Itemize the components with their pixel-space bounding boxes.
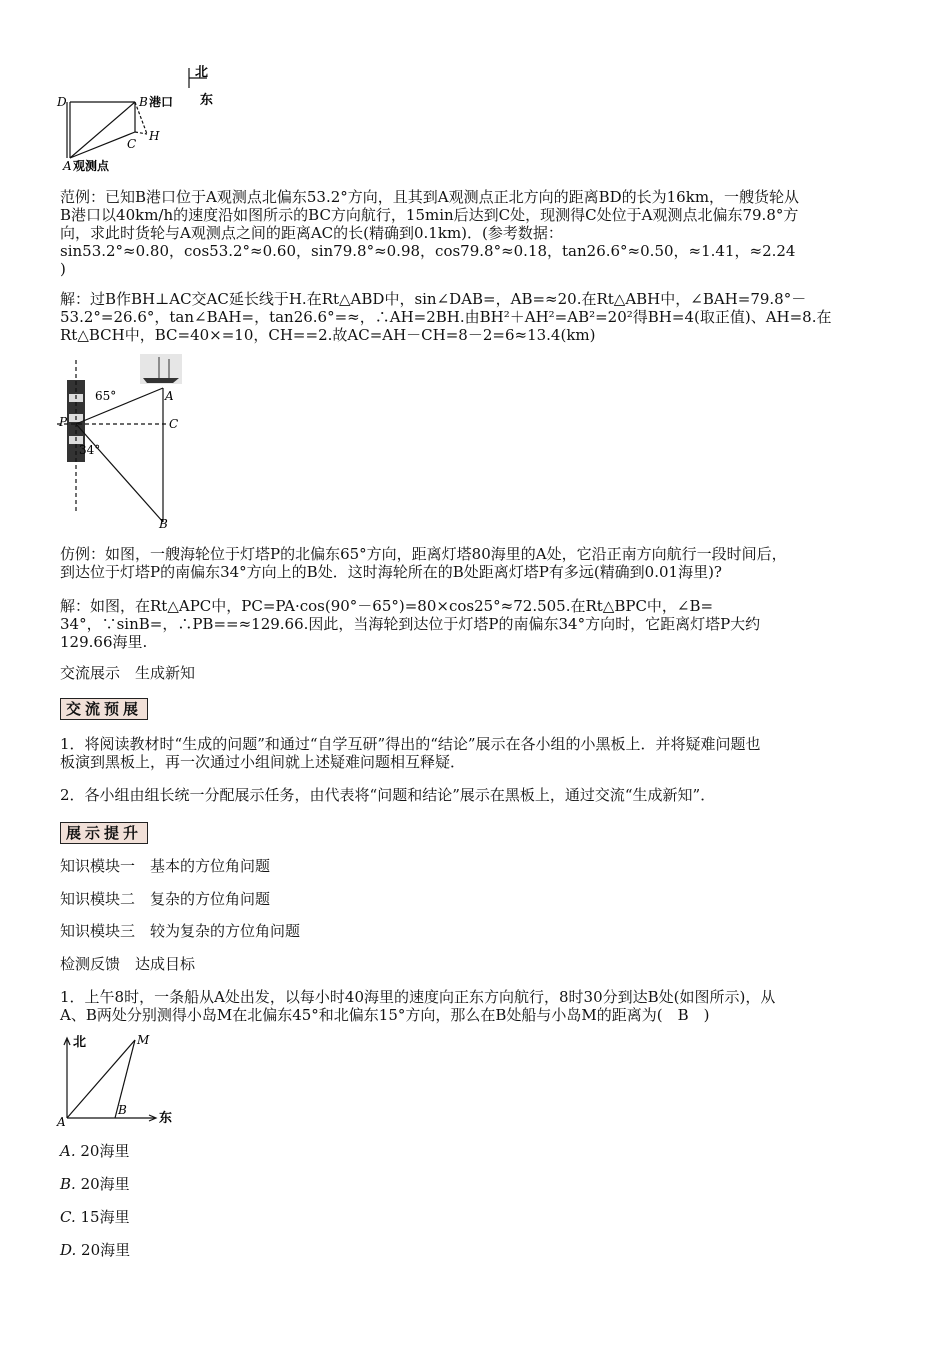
item1-line-1: 1．将阅读教材时“生成的问题”和通过“自学互研”得出的“结论”展示在各小组的小黑板上．并将疑难问题也	[60, 735, 761, 753]
fig3-label-b: B	[118, 1103, 127, 1117]
module-1: 知识模块一 基本的方位角问题	[60, 857, 271, 875]
figure-island-diagram	[55, 1030, 185, 1130]
section-check-heading: 检测反馈 达成目标	[60, 955, 196, 973]
solution2-line-1: 解：如图，在Rt△APC中，PC=PA·cos(90°－65°)=80×cos25°≈72.505.在Rt△BPC中，∠B=	[60, 597, 714, 615]
solution2-line-2: 34°，∵sinB=，∴PB==≈129.66.因此，当海轮到达位于灯塔P的南偏东34°方向时，它距离灯塔P大约	[60, 615, 761, 633]
question1-line-1: 1．上午8时，一条船从A处出发，以每小时40海里的速度向正东方向航行，8时30分到达B处(如图所示)，从	[60, 988, 776, 1006]
solution1-line-3: Rt△BCH中，BC=40×=10，CH==2.故AC=AH－CH=8－2=6≈13.4(km)	[60, 326, 596, 344]
fig1-east-label: 东	[200, 93, 214, 108]
fig1-observe-label: 观测点	[73, 159, 110, 173]
example-line-4: sin53.2°≈0.80，cos53.2°≈0.60，sin79.8°≈0.98，cos79.8°≈0.18，tan26.6°≈0.50，≈1.41，≈2.24	[60, 242, 796, 260]
figure-lighthouse-diagram	[55, 352, 195, 537]
option-c-letter: C.	[60, 1208, 76, 1226]
item2: 2．各小组由组长统一分配展示任务，由代表将“问题和结论”展示在黑板上，通过交流“生成新知”．	[60, 786, 716, 804]
example-line-5: )	[60, 260, 66, 278]
module-2: 知识模块二 复杂的方位角问题	[60, 890, 271, 908]
fig1-label-a: A	[63, 159, 72, 173]
example-line-1: 范例：已知B港口位于A观测点北偏东53.2°方向，且其到A观测点正北方向的距离BD的长为16km，一艘货轮从	[60, 188, 800, 206]
fig2-angle-65: 65°	[95, 389, 117, 403]
fig1-port-label: 港口	[149, 95, 174, 109]
imitation-line-1: 仿例：如图，一艘海轮位于灯塔P的北偏东65°方向，距离灯塔80海里的A处，它沿正南方向航行一段时间后，	[60, 545, 787, 563]
option-b-letter: B.	[60, 1175, 76, 1193]
solution2-line-3: 129.66海里.	[60, 633, 148, 651]
fig2-label-a: A	[165, 389, 174, 403]
option-b[interactable]	[60, 1175, 894, 1193]
tag-exchange-preview: 交流预展	[60, 698, 148, 720]
fig2-label-p: P	[59, 415, 68, 429]
option-a[interactable]	[60, 1142, 894, 1160]
fig3-east-label: 东	[159, 1111, 173, 1126]
solution1-line-1: 解：过B作BH⊥AC交AC延长线于H.在Rt△ABD中，sin∠DAB=，AB=≈20.在Rt△ABH中，∠BAH=79.8°－	[60, 290, 807, 308]
option-c-text: 15海里	[80, 1208, 130, 1226]
fig2-label-c: C	[169, 417, 179, 431]
option-a-text: 20海里	[80, 1142, 130, 1160]
fig3-north-label: 北	[73, 1035, 87, 1050]
fig2-label-b: B	[159, 517, 168, 531]
fig1-label-b: B	[139, 95, 148, 109]
example-line-3: 向，求此时货轮与A观测点之间的距离AC的长(精确到0.1km)．(参考数据：	[60, 224, 563, 242]
item1-line-2: 板演到黑板上，再一次通过小组间就上述疑难问题相互释疑．	[60, 753, 466, 771]
fig1-north-label: 北	[195, 65, 209, 80]
fig3-label-m: M	[137, 1033, 150, 1047]
option-a-letter: A.	[60, 1142, 76, 1160]
fig3-label-a: A	[57, 1115, 66, 1129]
fig1-label-d: D	[57, 95, 67, 109]
example-line-2: B港口以40km/h的速度沿如图所示的BC方向航行，15min后达到C处，现测得C处位于A观测点北偏东79.8°方	[60, 206, 799, 224]
question1-line-2: A、B两处分别测得小岛M在北偏东45°和北偏东15°方向，那么在B处船与小岛M的距离为( B )	[60, 1006, 710, 1024]
fig1-label-h: H	[149, 129, 160, 143]
tag-show-improve: 展示提升	[60, 822, 148, 844]
figure-port-diagram	[55, 60, 225, 180]
option-d-text: 20海里	[81, 1241, 131, 1259]
option-d[interactable]	[60, 1241, 894, 1259]
solution1-line-2: 53.2°=26.6°，tan∠BAH=，tan26.6°=≈，∴AH=2BH.由BH²＋AH²=AB²=20²得BH=4(取正值)、AH=8.在	[60, 308, 832, 326]
option-d-letter: D.	[60, 1241, 77, 1259]
imitation-line-2: 到达位于灯塔P的南偏东34°方向上的B处．这时海轮所在的B处距离灯塔P有多远(精确到0.01海里)?	[60, 563, 722, 581]
fig2-angle-34: 34°	[79, 443, 101, 457]
module-3: 知识模块三 较为复杂的方位角问题	[60, 922, 301, 940]
option-c[interactable]	[60, 1208, 894, 1226]
fig1-label-c: C	[127, 137, 137, 151]
section-exchange-heading: 交流展示 生成新知	[60, 664, 196, 682]
option-b-text: 20海里	[80, 1175, 130, 1193]
